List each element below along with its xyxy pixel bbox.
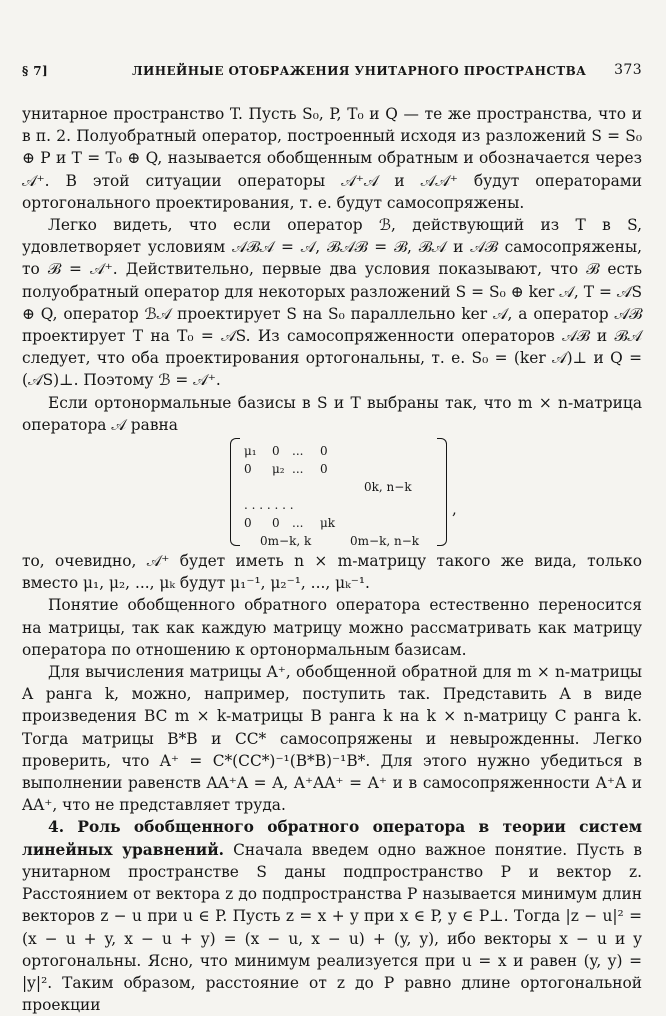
paragraph: Если ортонормальные базисы в S и T выбраны так, что m × n-матрица оператора 𝒜 равна xyxy=(22,393,642,434)
matrix-left-bracket xyxy=(230,438,240,546)
paragraph xyxy=(22,816,642,1016)
matrix xyxy=(228,436,458,548)
matrix-cell: 0 xyxy=(272,516,280,531)
running-header xyxy=(22,62,642,84)
page-number: 373 xyxy=(614,62,642,78)
matrix-block-label: 0m−k, k xyxy=(260,534,312,549)
page-body xyxy=(22,103,642,1016)
section-reference: § 7] xyxy=(22,64,49,78)
matrix-block xyxy=(22,436,642,548)
paragraph: унитарное пространство T. Пусть S₀, P, T₀ и Q — те же пространства, что и в п. 2. Полуобратный оператор, построенный исходя из разложений S = S₀ ⊕ P и T = T₀ ⊕ Q, называется обобщенным обратным и обозначается через 𝒜⁺. В этой ситуации операторы 𝒜⁺𝒜 и 𝒜𝒜⁺ будут операторами ортогонального проектирования, т. е. будут самосопряжены. xyxy=(22,105,642,212)
matrix-cell: 0 xyxy=(244,516,252,531)
paragraph: то, очевидно, 𝒜⁺ будет иметь n × m-матрицу такого же вида, только вместо μ₁, μ₂, ..., μₖ будут μ₁⁻¹, μ₂⁻¹, ..., μₖ⁻¹. xyxy=(22,552,642,593)
matrix-right-bracket xyxy=(437,438,447,546)
matrix-cell: 0 xyxy=(272,444,280,459)
section-heading: 4. Роль обобщенного обратного оператора в теории систем линейных уравнений. xyxy=(22,818,642,859)
paragraph: Для вычисления матрицы A⁺, обобщенной обратной для m × n-матрицы A ранга k, можно, например, поступить так. Представить A в виде произведения BC m × k-матрицы B ранга k на k × n-матрицу C ранга k. Тогда матрицы B*B и CC* самосопряжены и невырожденны. Легко проверить, что A⁺ = C*(CC*)⁻¹(B*B)⁻¹B*. Для этого нужно убедиться в выполнении равенств AA⁺A = A, A⁺AA⁺ = A⁺ и в самосопряженности A⁺A и AA⁺, что не представляет труда. xyxy=(22,663,642,815)
matrix-dots: . . . . . . . xyxy=(244,498,294,513)
matrix-block-label: 0k, n−k xyxy=(364,480,412,495)
matrix-cell: μ₁ xyxy=(244,444,257,459)
paragraph-text: Сначала введем одно важное понятие. Пусть в унитарном пространстве S даны подпространство P и вектор z. Расстоянием от вектора z до подпространства P называется минимум длин векторов z − u при u ∈ P. Пусть z = x + y при x ∈ P, y ∈ P⊥. Тогда |z − u|² = (x − u + y, x − u + y) = (x − u, x − u) + (y, y), ибо векторы x − u и y ортогональны. Ясно, что минимум реализуется при u = x и равен (y, y) = |y|². Таким образом, расстояние от z до P равно длине ортогональной проекции xyxy=(22,840,642,1015)
matrix-cell: μk xyxy=(320,516,336,531)
matrix-cell: ... xyxy=(292,444,304,459)
matrix-cell: 0 xyxy=(244,462,252,477)
matrix-cell: ... xyxy=(292,462,304,477)
paragraph: Понятие обобщенного обратного оператора естественно переносится на матрицы, так как каждую матрицу можно рассматривать как матрицу оператора по отношению к ортонормальным базисам. xyxy=(22,596,642,659)
chapter-title: ЛИНЕЙНЫЕ ОТОБРАЖЕНИЯ УНИТАРНОГО ПРОСТРАНСТВА xyxy=(132,64,587,78)
matrix-comma: , xyxy=(452,500,457,519)
matrix-block-label: 0m−k, n−k xyxy=(350,534,420,549)
matrix-cell: μ₂ xyxy=(272,462,285,477)
matrix-cell: ... xyxy=(292,516,304,531)
matrix-cell: 0 xyxy=(320,462,328,477)
matrix-cell: 0 xyxy=(320,444,328,459)
paragraph: Легко видеть, что если оператор ℬ, действующий из T в S, удовлетворяет условиям 𝒜ℬ𝒜 = 𝒜, ℬ𝒜ℬ = ℬ, ℬ𝒜 и 𝒜ℬ самосопряжены, то ℬ = 𝒜⁺. Действительно, первые два условия показывают, что ℬ есть полуобратный оператор для некоторых разложений S = S₀ ⊕ ker 𝒜, T = 𝒜S ⊕ Q, оператор ℬ𝒜 проектирует S на S₀ параллельно ker 𝒜, а оператор 𝒜ℬ проектирует T на T₀ = 𝒜S. Из самосопряженности операторов 𝒜ℬ и ℬ𝒜 следует, что оба проектирования ортогональны, т. е. S₀ = (ker 𝒜)⊥ и Q = (𝒜S)⊥. Поэтому ℬ = 𝒜⁺. xyxy=(22,216,642,390)
